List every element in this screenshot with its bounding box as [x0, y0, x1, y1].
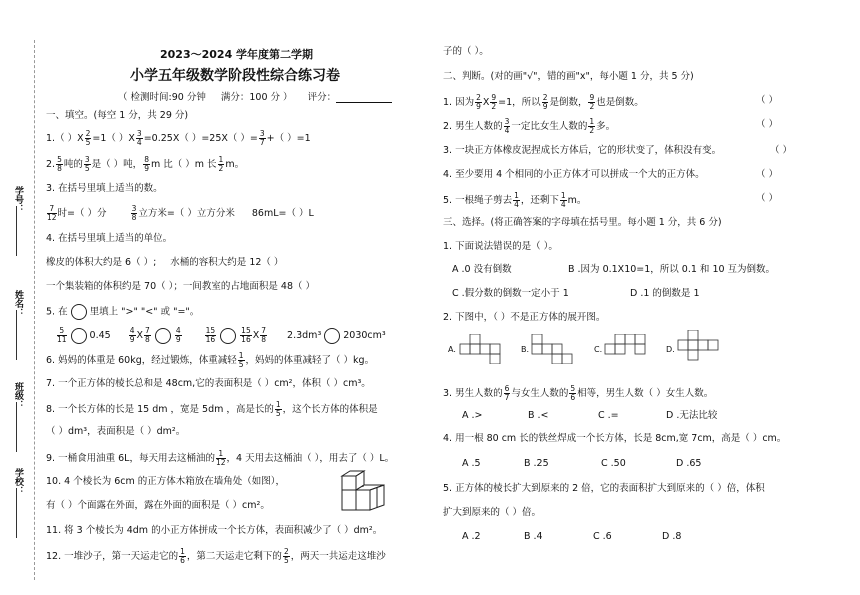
fraction: $\frac{7}{8}$ — [261, 326, 267, 344]
s1-q4-line1: 橡皮的体积大约是 6（ ）; 水桶的容积大约是 12（ ） — [46, 257, 284, 268]
fraction: $\frac{1}{4}$ — [560, 191, 566, 209]
s1-q1: 1.（ ）X $\frac{2}{5}$ =1（ ）X $\frac{3}{4}$ =0.25X（ ）=25X（ ）= $\frac{3}{7}$ +（ ）=1 — [46, 129, 311, 147]
exam-title: 小学五年级数学阶段性综合练习卷 — [130, 68, 340, 84]
fraction: $\frac{9}{2}$ — [589, 93, 595, 111]
fraction: $\frac{7}{12}$ — [47, 204, 57, 222]
s2-q2: 2. 男生人数的 $\frac{3}{4}$ 一定比女生人数的 $\frac{1}{2}$ 多。 — [443, 117, 616, 135]
time-label: （ 检测时间:90 分钟 — [118, 92, 206, 103]
s3-q4-opt-a[interactable]: A .5 — [462, 458, 481, 469]
header-info — [118, 89, 392, 103]
fraction: $\frac{4}{9}$ — [175, 326, 181, 344]
fraction: $\frac{3}{5}$ — [84, 155, 90, 173]
name-line — [16, 310, 17, 360]
s1-q8-a: 8. 一个长方体的长是 15 dm ，宽是 5dm ，高是长的 $\frac{1}{5}$ ，这个长方体的体积是 — [46, 400, 378, 418]
compare-circle[interactable] — [220, 328, 236, 344]
fraction: $\frac{1}{12}$ — [215, 449, 226, 467]
s3-q3-opt-a[interactable]: A .> — [462, 410, 483, 421]
fraction: $\frac{3}{4}$ — [136, 129, 142, 147]
s3-q5-opt-a[interactable]: A .2 — [462, 531, 481, 542]
net-figure-c[interactable] — [603, 334, 655, 364]
fraction: $\frac{1}{2}$ — [589, 117, 595, 135]
section1-heading: 一、填空。(每空 1 分，共 29 分) — [46, 110, 189, 121]
s3-q2-head: 2. 下图中，（ ）不是正方体的展开图。 — [443, 312, 606, 323]
s2-q5-answer[interactable]: （ ） — [756, 193, 779, 204]
class-line — [16, 402, 17, 452]
s1-q10-b: 有（ ）个面露在外面，露在外面的面积是（ ）cm²。 — [46, 500, 270, 511]
s1-q9: 9. 一桶食用油重 6L，每天用去这桶油的 $\frac{1}{12}$ ，4 天用去这桶油（ ），用去了（ ）L。 — [46, 449, 395, 467]
s1-q11: 11. 将 3 个棱长为 4dm 的小正方体拼成一个长方体，表面积减少了（ ）dm²。 — [46, 525, 383, 536]
s3-q5-b: 扩大到原来的（ ）倍。 — [443, 507, 542, 518]
s3-q3: 3. 男生人数的 $\frac{6}{7}$ 与女生人数的 $\frac{5}{6}$ 相等，男生人数（ ）女生人数。 — [443, 384, 714, 402]
fraction: $\frac{15}{16}$ — [205, 326, 216, 344]
rating-blank[interactable] — [336, 102, 392, 103]
net-label-c: C. — [594, 345, 603, 354]
compare-circle[interactable] — [155, 328, 171, 344]
fraction: $\frac{2}{9}$ — [476, 93, 481, 111]
school-label: 学校： — [13, 468, 23, 495]
s1-q4-line2: 一个集装箱的体积约是 70（ ）；一间教室的占地面积是 48（ ） — [46, 281, 316, 292]
section2-heading: 二、判断。(对的画"√"，错的画"x"，每小题 1 分，共 5 分) — [443, 71, 694, 82]
s1-q6: 6. 妈妈的体重是 60kg，经过锻炼，体重减轻 $\frac{1}{5}$ ，妈妈的体重减轻了（ ）kg。 — [46, 351, 375, 369]
name-label: 姓名： — [13, 290, 23, 317]
fraction: $\frac{2}{9}$ — [542, 93, 548, 111]
student-id-label: 学号： — [13, 186, 23, 213]
s1-q5-head: 5. 在 里填上 ">" "<" 或 "="。 — [46, 304, 199, 320]
fraction: $\frac{1}{2}$ — [218, 155, 224, 173]
net-label-b: B. — [521, 345, 530, 354]
s3-q1-opt-d[interactable]: D .1 的倒数是 1 — [630, 288, 700, 299]
fraction: $\frac{5}{11}$ — [57, 326, 67, 344]
s2-q3: 3. 一块正方体橡皮泥捏成长方体后，它的形状变了，体积没有变。 — [443, 145, 722, 156]
compare-circle[interactable] — [71, 304, 87, 320]
fraction: $\frac{3}{7}$ — [259, 129, 265, 147]
s1-q2: 2. $\frac{5}{8}$ 吨的 $\frac{3}{5}$ 是（ ）吨， $\frac{8}{9}$ m 比（ ）m 长 $\frac{1}{2}$ m。 — [46, 155, 245, 173]
net-figure-d[interactable] — [676, 330, 720, 366]
s1-q10-a: 10. 4 个棱长为 6cm 的正方体木箱放在墙角处（如图）， — [46, 476, 286, 487]
school-line — [16, 488, 17, 538]
s1-q4-head: 4. 在括号里填上适当的单位。 — [46, 233, 173, 244]
s3-q1-opt-a[interactable]: A .0 没有倒数 — [452, 264, 512, 275]
year-title: 2023～2024 学年度第二学期 — [160, 48, 314, 61]
net-figure-a[interactable] — [458, 334, 510, 364]
s3-q3-opt-d[interactable]: D .无法比较 — [666, 410, 718, 421]
net-label-d: D. — [666, 345, 675, 354]
compare-circle[interactable] — [324, 328, 340, 344]
fraction: $\frac{5}{6}$ — [570, 384, 576, 402]
fraction: $\frac{2}{5}$ — [85, 129, 91, 147]
s3-q5-a: 5. 正方体的棱长扩大到原来的 2 倍，它的表面积扩大到原来的（ ）倍，体积 — [443, 483, 765, 494]
s3-q1-opt-b[interactable]: B .因为 0.1X10=1，所以 0.1 和 10 互为倒数。 — [568, 264, 776, 275]
class-label: 班级： — [13, 382, 23, 409]
s2-q5: 5. 一根绳子剪去 $\frac{1}{4}$ ，还剩下 $\frac{1}{4}$ m。 — [443, 191, 587, 209]
s3-q4-opt-d[interactable]: D .65 — [676, 458, 702, 469]
s1-q7: 7. 一个正方体的棱长总和是 48cm,它的表面积是（ ）cm²，体积（ ）cm³。 — [46, 378, 371, 389]
s2-q1: 1. 因为 $\frac{2}{9}$ X $\frac{9}{2}$ =1，所以 $\frac{2}{9}$ 是倒数， $\frac{9}{2}$ 也是倒数。 — [443, 93, 644, 111]
s3-q1-head: 1. 下面说法错误的是（ ）。 — [443, 241, 558, 252]
s2-q1-answer[interactable]: （ ） — [756, 95, 779, 106]
fraction: $\frac{8}{9}$ — [144, 155, 149, 173]
s3-q1-opt-c[interactable]: C .假分数的倒数一定小于 1 — [452, 288, 569, 299]
s1-q8-b: （ ）dm³，表面积是（ ）dm²。 — [46, 426, 186, 437]
compare-circle[interactable] — [71, 328, 87, 344]
s1-q5: $\frac{5}{11}$ 0.45 $\frac{4}{9}$ X $\frac{7}{8}$ $\frac{4}{9}$ $\frac{15}{16}$ $\frac{15}{16}$ X $\frac{7}{8}$ 2.3dm³ 2030cm³ — [57, 326, 386, 344]
net-label-a: A. — [448, 345, 456, 354]
fraction: $\frac{9}{2}$ — [491, 93, 497, 111]
cube-stack-figure — [338, 470, 386, 514]
s1-q3: $\frac{7}{12}$ 时=（ ）分 $\frac{3}{8}$ 立方米=（ ）立方分米 86mL=（ ）L — [47, 204, 314, 222]
s2-q3-answer[interactable]: （ ） — [770, 145, 793, 156]
binding-line — [34, 40, 35, 580]
s3-q5-opt-b[interactable]: B .4 — [524, 531, 543, 542]
rating-label: 评分： — [307, 92, 337, 103]
fraction: $\frac{5}{8}$ — [57, 155, 62, 173]
s1-q3-head: 3. 在括号里填上适当的数。 — [46, 183, 163, 194]
fraction: $\frac{1}{6}$ — [180, 547, 185, 565]
s2-q2-answer[interactable]: （ ） — [756, 119, 779, 130]
fraction: $\frac{15}{16}$ — [241, 326, 251, 344]
s2-q4-answer[interactable]: （ ） — [756, 169, 779, 180]
fraction: $\frac{3}{4}$ — [504, 117, 510, 135]
s3-q5-opt-c[interactable]: C .6 — [593, 531, 612, 542]
net-figure-b[interactable] — [530, 334, 582, 364]
fraction: $\frac{6}{7}$ — [504, 384, 510, 402]
fraction: $\frac{1}{5}$ — [238, 351, 244, 369]
s2-q4: 4. 至少要用 4 个相同的小正方体才可以拼成一个大的正方体。 — [443, 169, 705, 180]
s3-q5-opt-d[interactable]: D .8 — [662, 531, 682, 542]
section3-heading: 三、选择。(将正确答案的字母填在括号里。每小题 1 分，共 6 分) — [443, 217, 722, 228]
fraction: $\frac{1}{4}$ — [514, 191, 519, 209]
s3-q4-opt-b[interactable]: B .25 — [524, 458, 549, 469]
student-id-line — [16, 206, 17, 256]
s1-q12: 12. 一堆沙子，第一天运走它的 $\frac{1}{6}$ ，第二天运走它剩下的 $\frac{2}{5}$ ，两天一共运走这堆沙 — [46, 547, 386, 565]
fraction: $\frac{2}{5}$ — [283, 547, 289, 565]
s3-q3-opt-b[interactable]: B .< — [528, 410, 549, 421]
s1-q12-cont: 子的（ ）。 — [443, 46, 489, 57]
fraction: $\frac{3}{8}$ — [131, 204, 137, 222]
fraction: $\frac{1}{5}$ — [275, 400, 281, 418]
fraction: $\frac{4}{9}$ — [129, 326, 135, 344]
s3-q4-opt-c[interactable]: C .50 — [601, 458, 626, 469]
score-label: 满分：100 分 ） — [220, 92, 293, 103]
fraction: $\frac{7}{8}$ — [145, 326, 150, 344]
s3-q3-opt-c[interactable]: C .= — [598, 410, 619, 421]
s3-q4-head: 4. 用一根 80 cm 长的铁丝焊成一个长方体，长是 8cm,宽 7cm，高是（ ）cm。 — [443, 433, 787, 444]
